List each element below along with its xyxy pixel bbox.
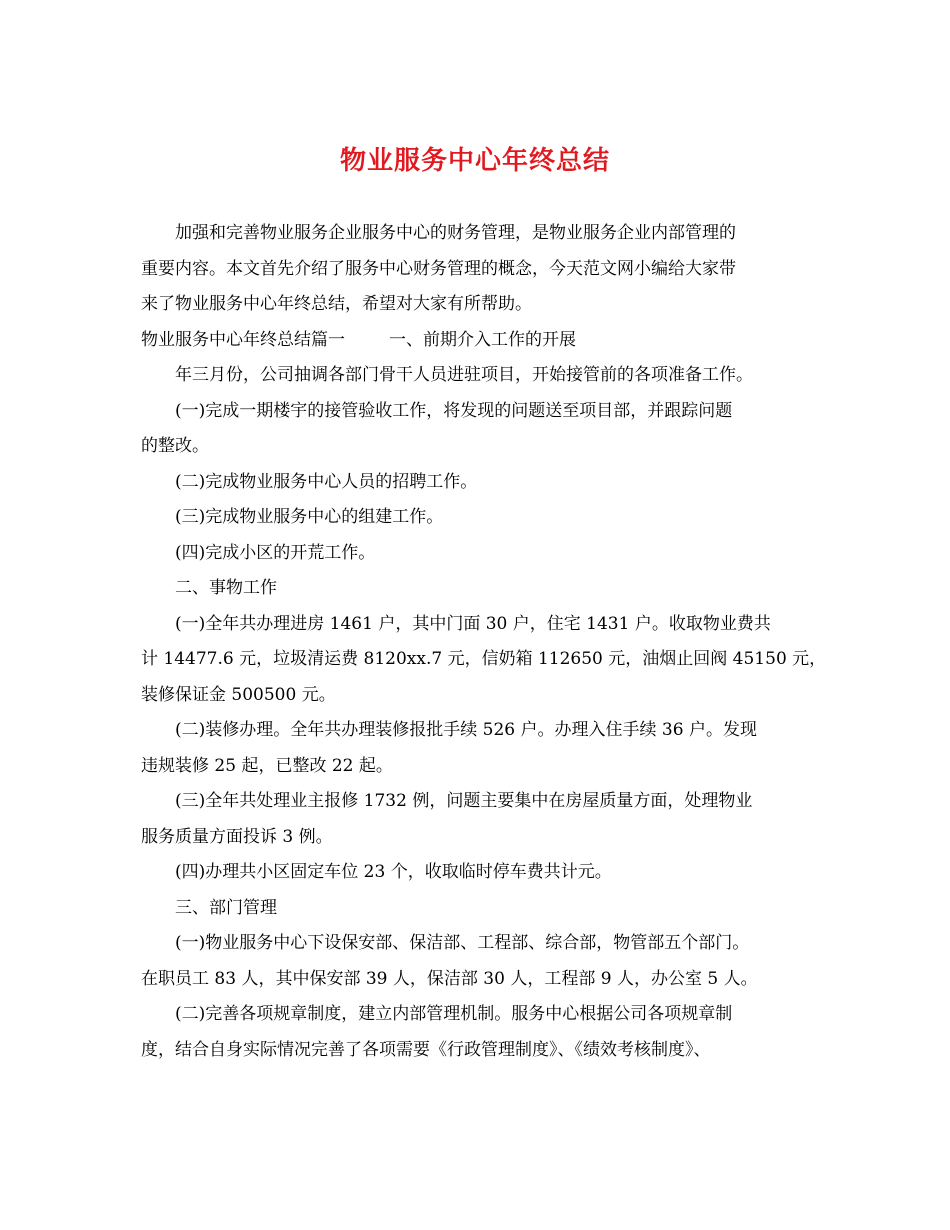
section-heading-line <box>141 323 811 359</box>
section-heading: 一、前期介入工作的开展 <box>389 329 576 350</box>
paragraph-line: 装修保证金 500500 元。 <box>141 684 336 705</box>
paragraph-line: (三)全年共处理业主报修 1732 例，问题主要集中在房屋质量方面，处理物业 <box>175 791 753 811</box>
paragraph-line: 的整改。 <box>141 436 209 456</box>
paragraph-line: (二)完成物业服务中心人员的招聘工作。 <box>175 471 478 492</box>
section-heading: 二、事物工作 <box>175 578 277 598</box>
paragraph-line: (一)完成一期楼宇的接管验收工作，将发现的问题送至项目部，并跟踪问题 <box>175 400 733 421</box>
paragraph-line: 在职员工 83 人，其中保安部 39 人，保洁部 30 人，工程部 9 人，办公室 5 人。 <box>141 968 758 989</box>
document-body <box>141 216 827 1068</box>
paragraph-line: 来了物业服务中心年终总结，希望对大家有所帮助。 <box>141 294 532 314</box>
paragraph-line: 违规装修 25 起，已整改 22 起。 <box>141 755 393 776</box>
paragraph-line: 年三月份，公司抽调各部门骨干人员进驻项目，开始接管前的各项准备工作。 <box>175 365 753 385</box>
paragraph-line: (四)办理共小区固定车位 23 个，收取临时停车费共计元。 <box>175 862 612 882</box>
paragraph-line: (三)完成物业服务中心的组建工作。 <box>175 507 444 527</box>
paragraph-line: (四)完成小区的开荒工作。 <box>175 542 376 563</box>
paragraph-line: 服务质量方面投诉 3 例。 <box>141 826 333 847</box>
article-subtitle: 物业服务中心年终总结篇一 <box>141 329 345 350</box>
section-heading: 三、部门管理 <box>175 897 277 918</box>
paragraph-line: 重要内容。本文首先介绍了服务中心财务管理的概念，今天范文网小编给大家带 <box>141 258 736 279</box>
paragraph-line: (一)全年共办理进房 1461 户，其中门面 30 户，住宅 1431 户。收取物业费共 <box>175 613 771 634</box>
paragraph-line: (二)完善各项规章制度，建立内部管理机制。服务中心根据公司各项规章制 <box>175 1004 733 1024</box>
paragraph-line: (一)物业服务中心下设保安部、保洁部、工程部、综合部，物管部五个部门。 <box>175 933 750 953</box>
paragraph-line: 度，结合自身实际情况完善了各项需要《行政管理制度》、《绩效考核制度》、 <box>141 1039 711 1060</box>
document-title: 物业服务中心年终总结 <box>339 146 610 176</box>
paragraph-line: 加强和完善物业服务企业服务中心的财务管理，是物业服务企业内部管理的 <box>175 223 736 243</box>
paragraph-line: 计 14477.6 元，垃圾清运费 8120xx.7 元，信奶箱 112650 元，油烟止回阀 45150 元， <box>141 649 827 669</box>
paragraph-line: (二)装修办理。全年共办理装修报批手续 526 户。办理入住手续 36 户。发现 <box>175 720 757 740</box>
